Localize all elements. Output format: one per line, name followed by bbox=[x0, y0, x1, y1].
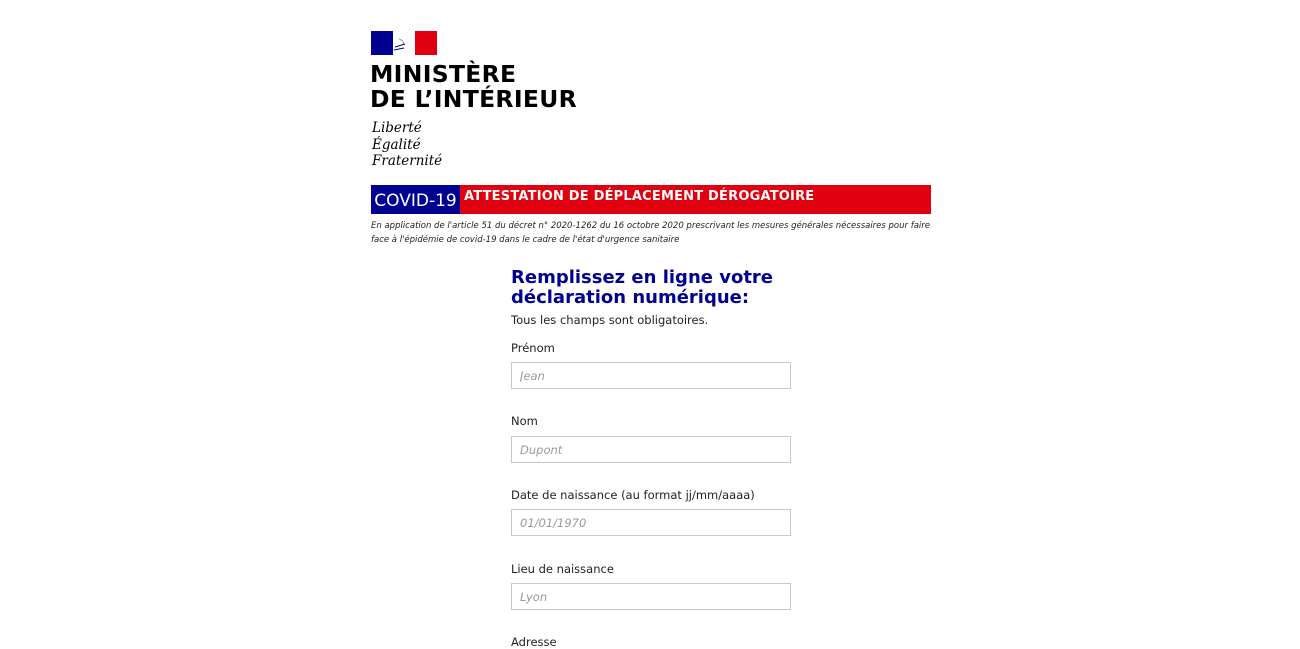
motto-fraternite: Fraternité bbox=[372, 153, 443, 169]
birthplace-label: Lieu de naissance bbox=[511, 562, 614, 576]
motto-liberte: Liberté bbox=[372, 120, 422, 136]
birthplace-input[interactable] bbox=[511, 583, 791, 610]
covid-badge: COVID-19 bbox=[371, 185, 460, 214]
birthdate-input[interactable] bbox=[511, 509, 791, 536]
firstname-label: Prénom bbox=[511, 341, 555, 355]
ministry-name bbox=[370, 62, 577, 112]
address-label: Adresse bbox=[511, 635, 557, 649]
ministry-name-line2: DE L’INTÉRIEUR bbox=[370, 85, 578, 113]
attestation-banner bbox=[371, 185, 931, 214]
lastname-input[interactable] bbox=[511, 436, 791, 463]
birthdate-label: Date de naissance (au format jj/mm/aaaa) bbox=[511, 488, 755, 502]
ministry-name-line1: MINISTÈRE bbox=[370, 60, 517, 88]
form-subtitle: Tous les champs sont obligatoires. bbox=[511, 313, 709, 327]
form-title: Remplissez en ligne votre déclaration numérique: bbox=[511, 267, 774, 308]
banner-title: ATTESTATION DE DÉPLACEMENT DÉROGATOIRE bbox=[464, 189, 815, 204]
republic-motto bbox=[372, 120, 442, 170]
lastname-label: Nom bbox=[511, 414, 538, 428]
motto-egalite: Égalité bbox=[372, 136, 421, 153]
firstname-input[interactable] bbox=[511, 362, 791, 389]
legal-notice: En application de l'article 51 du décret n° 2020-1262 du 16 octobre 2020 prescrivant les mesures générales nécessaires pour faire face à l'épidémie de covid-19 dans le cadre de l'état d'urgence sanitaire bbox=[371, 221, 931, 245]
marianne-flag-icon bbox=[371, 31, 437, 55]
